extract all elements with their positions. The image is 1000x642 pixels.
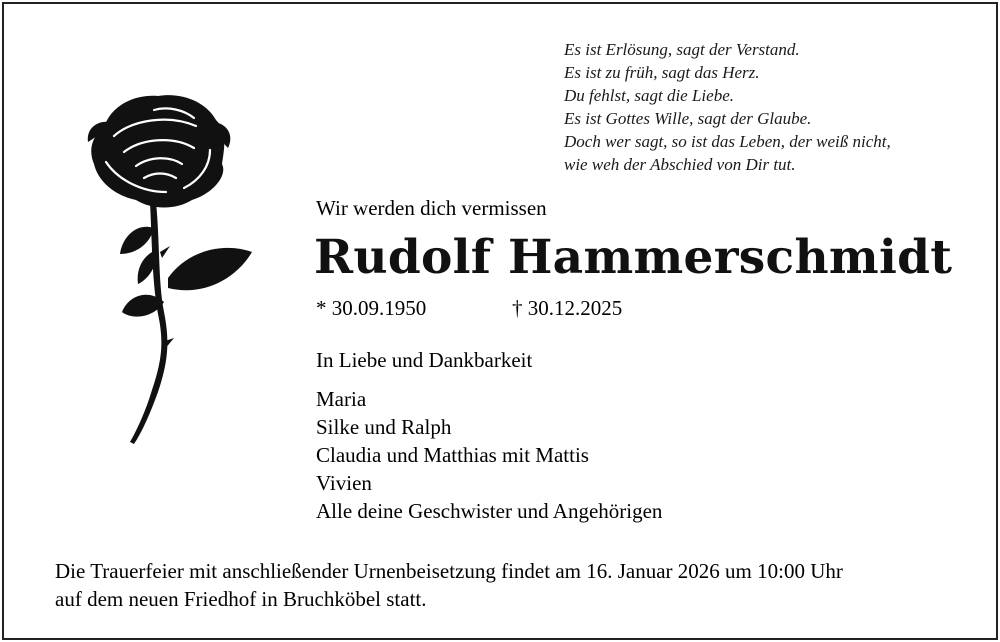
- gratitude-text: In Liebe und Dankbarkeit: [316, 348, 533, 372]
- mourner: Claudia und Matthias mit Mattis: [316, 443, 589, 467]
- deceased-name: Rudolf Hammerschmidt: [314, 230, 953, 285]
- funeral-notice-line: auf dem neuen Friedhof in Bruchköbel statt.: [55, 587, 427, 611]
- poem-line: Es ist Erlösung, sagt der Verstand.: [564, 40, 800, 59]
- poem-line: Es ist zu früh, sagt das Herz.: [564, 63, 760, 82]
- poem-line: Du fehlst, sagt die Liebe.: [564, 86, 734, 105]
- mourner: Alle deine Geschwister und Angehörigen: [316, 499, 663, 523]
- death-date: † 30.12.2025: [512, 296, 623, 320]
- obituary-card: [2, 2, 998, 640]
- mourners-list: [316, 385, 662, 525]
- poem: [564, 38, 891, 176]
- poem-line: Doch wer sagt, so ist das Leben, der weiß nicht,: [564, 132, 891, 151]
- poem-line: Es ist Gottes Wille, sagt der Glaube.: [564, 109, 812, 128]
- mourner: Maria: [316, 387, 367, 411]
- funeral-notice-line: Die Trauerfeier mit anschließender Urnenbeisetzung findet am 16. Januar 2026 um 10:00 Uhr: [55, 559, 843, 583]
- mourner: Silke und Ralph: [316, 415, 452, 439]
- funeral-notice: [55, 557, 843, 613]
- rose-icon: [84, 92, 259, 447]
- poem-line: wie weh der Abschied von Dir tut.: [564, 155, 796, 174]
- birth-date: * 30.09.1950: [316, 296, 427, 320]
- intro-text: Wir werden dich vermissen: [316, 196, 547, 220]
- mourner: Vivien: [316, 471, 372, 495]
